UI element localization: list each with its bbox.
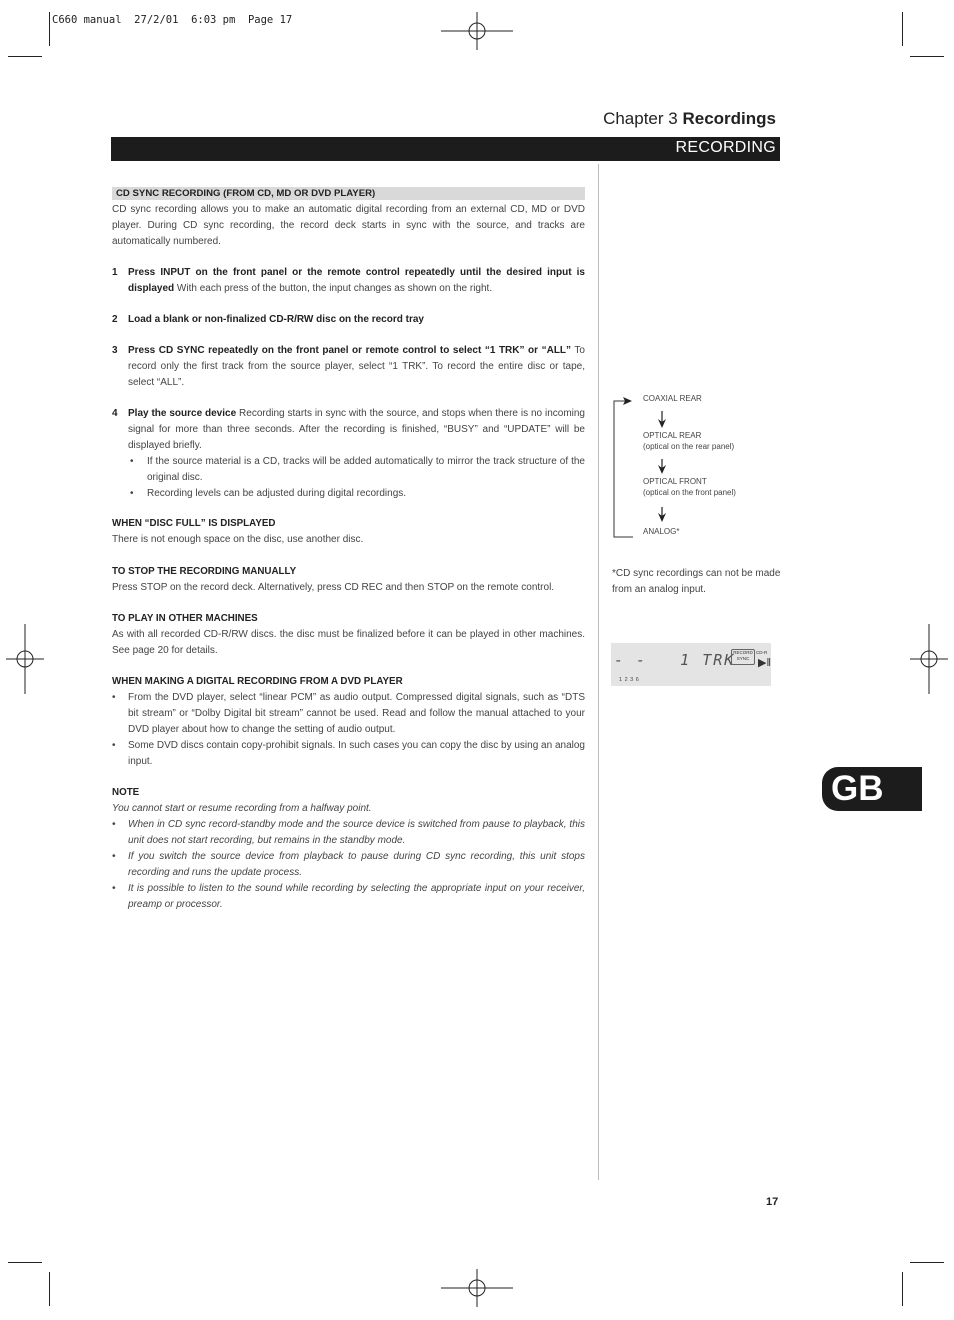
page-number: 17	[766, 1196, 779, 1208]
note-heading: NOTE	[112, 787, 140, 798]
printer-slug: C660 manual 27/2/01 6:03 pm Page 17	[52, 14, 293, 26]
input-sublabel: (optical on the rear panel)	[643, 442, 735, 451]
registration-mark-top	[441, 12, 513, 50]
record-sync-badge	[731, 649, 755, 665]
column-divider	[598, 164, 599, 1180]
step-number: 3	[112, 345, 118, 356]
stop-recording-heading: TO STOP THE RECORDING MANUALLY	[112, 566, 297, 577]
play-other-text: As with all recorded CD-R/RW discs. the disc must be finalized before it can be played in other machines. See page 20 for details.	[112, 629, 585, 656]
step-instruction: Press INPUT on the front panel or the remote control repeatedly until the desired input is displayed	[128, 267, 585, 294]
section-title: CD SYNC RECORDING (FROM CD, MD OR DVD PLAYER)	[112, 187, 585, 200]
input-optical-rear	[643, 430, 734, 452]
step-instruction: Press CD SYNC repeatedly on the front panel or remote control to select “1 TRK” or “ALL”	[128, 345, 572, 356]
section-banner-label: RECORDING	[675, 139, 776, 156]
bullet-dot: •	[112, 851, 116, 862]
input-coaxial-rear	[643, 393, 702, 404]
crop-mark-br-h	[910, 1262, 944, 1263]
step-2	[112, 312, 585, 328]
list-item	[112, 849, 585, 881]
list-item	[112, 817, 585, 849]
chapter-prefix: Chapter 3	[603, 109, 678, 128]
step-1	[112, 265, 585, 297]
bullet-text: If you switch the source device from playback to pause during CD sync recording, this unit stops recording and runs the update process.	[128, 851, 585, 878]
step-number: 4	[112, 408, 118, 419]
bullet-dot: •	[130, 456, 134, 467]
bullet-text: Recording levels can be adjusted during digital recordings.	[147, 488, 407, 499]
input-label: ANALOG*	[643, 527, 680, 536]
bullet-text: It is possible to listen to the sound while recording by selecting the appropriate input on your receiver, preamp or processor.	[128, 883, 585, 910]
list-item	[112, 738, 585, 770]
bullet-dot: •	[112, 740, 116, 751]
crop-mark-bl-v	[49, 1272, 50, 1306]
step-4	[112, 406, 585, 454]
list-item	[128, 454, 585, 486]
cycle-arrows	[612, 392, 672, 542]
bullet-dot: •	[112, 883, 116, 894]
step-detail: To record only the first track from the source player, select “1 TRK”. To record the entire disc or tape, select “ALL”.	[128, 345, 585, 388]
bullet-text: If the source material is a CD, tracks will be added automatically to mirror the track structure of the original disc.	[147, 456, 585, 483]
note-intro: You cannot start or resume recording from a halfway point.	[112, 803, 372, 814]
section-banner	[111, 137, 780, 161]
chapter-heading	[603, 109, 776, 129]
input-label: OPTICAL FRONT	[643, 477, 707, 486]
chapter-title: Recordings	[682, 109, 776, 128]
play-pause-icon: ▶‖	[758, 657, 772, 669]
bullet-text: From the DVD player, select “linear PCM” as audio output. Compressed digital signals, such as “DTS bit stream” or “Dolby Digital bit stream” cannot be used. Read and follow the manual attached to your DVD player about how to change the setting of audio output.	[128, 692, 585, 735]
badge-sync: SYNC	[736, 656, 750, 661]
input-label: COAXIAL REAR	[643, 394, 702, 403]
language-tab-label: GB	[831, 769, 884, 808]
input-label: OPTICAL REAR	[643, 431, 702, 440]
lcd-display	[611, 643, 771, 686]
lcd-main-text: - - 1 TRK	[614, 651, 736, 669]
bullet-dot: •	[130, 488, 134, 499]
registration-mark-right	[910, 624, 948, 694]
list-item	[112, 690, 585, 738]
input-optical-front	[643, 476, 736, 498]
input-sublabel: (optical on the front panel)	[643, 488, 736, 497]
disc-full-heading: WHEN “DISC FULL” IS DISPLAYED	[112, 518, 276, 529]
lcd-bottom-indicators: 1 2 3 6	[619, 677, 640, 683]
section-intro: CD sync recording allows you to make an automatic digital recording from an external CD, MD or DVD player. During CD sync recording, the record deck starts in sync with the source, and tracks are automatically numbered.	[112, 204, 585, 247]
crop-mark-br-v	[902, 1272, 903, 1306]
crop-mark-tr-h	[910, 56, 944, 57]
step-number: 2	[112, 314, 118, 325]
play-other-heading: TO PLAY IN OTHER MACHINES	[112, 613, 258, 624]
registration-mark-left	[6, 624, 44, 694]
crop-mark-tl-h	[8, 56, 42, 57]
bullet-text: When in CD sync record-standby mode and the source device is switched from pause to playback, this unit does not start recording, but remains in the standby mode.	[128, 819, 585, 846]
step-number: 1	[112, 267, 118, 278]
crop-mark-bl-h	[8, 1262, 42, 1263]
registration-mark-bottom	[441, 1269, 513, 1307]
bullet-text: Some DVD discs contain copy-prohibit signals. In such cases you can copy the disc by using an analog input.	[128, 740, 585, 767]
bullet-dot: •	[112, 692, 116, 703]
stop-recording-text: Press STOP on the record deck. Alternatively, press CD REC and then STOP on the remote control.	[112, 582, 555, 593]
step-instruction: Play the source device	[128, 408, 237, 419]
language-tab	[822, 767, 922, 811]
main-column	[112, 187, 585, 913]
input-analog	[643, 526, 679, 537]
crop-mark-tr-v	[902, 12, 903, 46]
list-item	[112, 881, 585, 913]
disc-full-text: There is not enough space on the disc, use another disc.	[112, 534, 364, 545]
step-detail: With each press of the button, the input changes as shown on the right.	[174, 283, 493, 294]
crop-mark-tl-v	[49, 12, 50, 46]
cdr-indicator: CD-R	[756, 650, 768, 655]
analog-footnote: *CD sync recordings can not be made from an analog input.	[612, 568, 781, 595]
list-item	[128, 486, 585, 502]
input-cycle-diagram	[612, 392, 792, 542]
bullet-dot: •	[112, 819, 116, 830]
badge-record: RECORD	[733, 650, 753, 655]
step-3	[112, 343, 585, 391]
dvd-heading: WHEN MAKING A DIGITAL RECORDING FROM A DVD PLAYER	[112, 676, 403, 687]
step-detail: Recording starts in sync with the source, and stops when there is no incoming signal for more than three seconds. After the recording is finished, “BUSY” and “UPDATE” will be displayed briefly.	[128, 408, 585, 451]
step-instruction: Load a blank or non-finalized CD-R/RW disc on the record tray	[128, 314, 424, 325]
